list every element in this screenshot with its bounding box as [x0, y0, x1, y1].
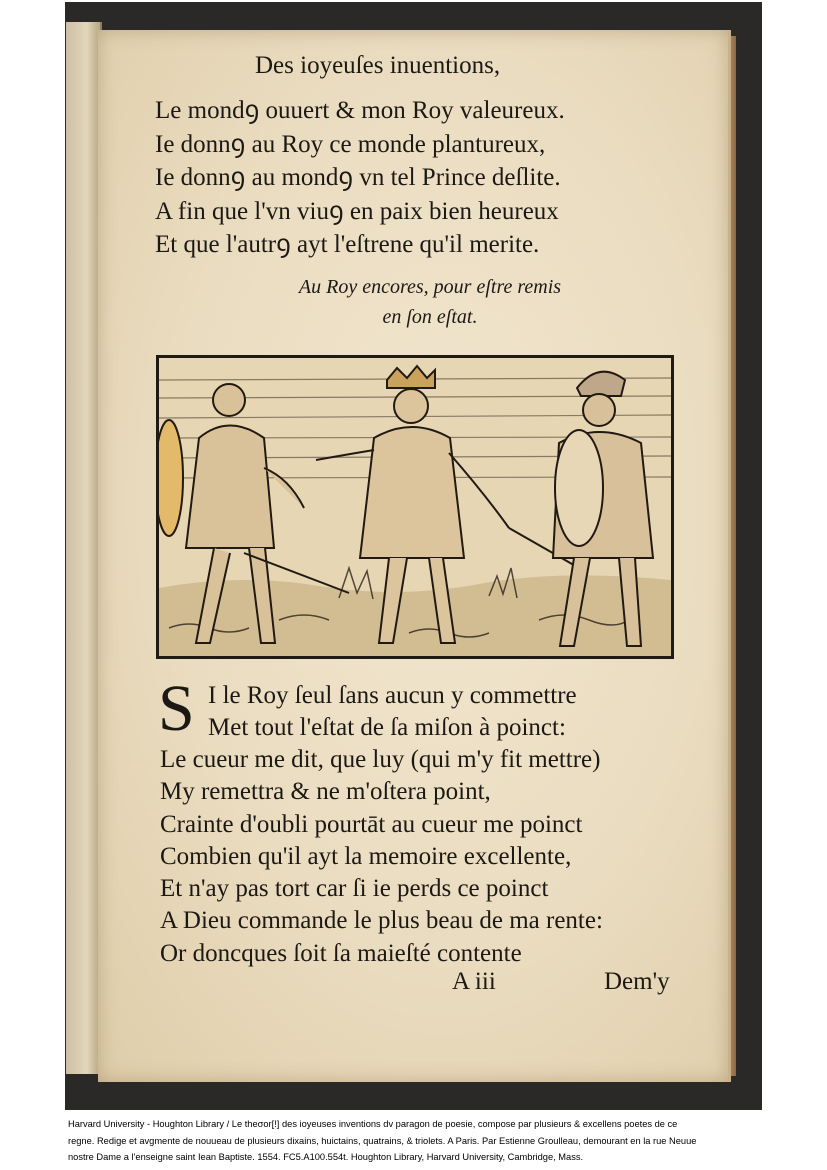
poem-title-line: en ſon eſtat.: [382, 306, 478, 328]
verse-line: My remettra & ne m'oſtera point,: [160, 778, 491, 806]
caption-line: nostre Dame a l'enseigne saint Iean Baptiste. 1554. FC5.A100.554t. Houghton Library, Harvard University, Cambridge, Mass.: [68, 1152, 584, 1162]
verse-line: Le mondꝯ ouuert & mon Roy valeureux.: [155, 97, 565, 124]
verse-line: Crainte d'oubli pourtāt au cueur me poinct: [160, 810, 583, 838]
facing-page-edge: [66, 22, 102, 1074]
verse-line: I le Roy ſeul ſans aucun y commettre: [208, 682, 577, 709]
woodcut-image: [159, 358, 671, 656]
catchword: Dem'y: [604, 968, 670, 995]
verse-line: A fin que l'vn viuꝯ en paix bien heureux: [155, 197, 559, 225]
verse-line: Met tout l'eſtat de ſa miſon à poinct:: [208, 714, 566, 741]
caption-line: Harvard University - Houghton Library / Le theσor[!] des ioyeuses inventions dv paragon de poesie, compose par plusieurs & excellens poetes de ce: [68, 1119, 678, 1129]
woodcut-illustration: [156, 355, 674, 659]
running-header: Des ioyeuſes inuentions,: [255, 52, 501, 79]
verse-line: Or doncques ſoit ſa maieſté contente: [160, 939, 522, 967]
verse-line: A Dieu commande le plus beau de ma rente:: [160, 907, 603, 935]
verse-line: Combien qu'il ayt la memoire excellente,: [160, 842, 572, 870]
verse-line: Ie donnꝯ au mondꝯ vn tel Prince deſlite.: [155, 164, 561, 191]
poem-opening-lines: [208, 680, 577, 744]
poem-title-line: Au Roy encores, pour eſtre remis: [298, 276, 562, 298]
library-caption: [68, 1116, 760, 1166]
verse-line: Et que l'autrꝯ ayt l'eſtrene qu'il merite.: [155, 231, 540, 258]
poem-body: [160, 744, 603, 970]
signature-mark: A iii: [452, 968, 496, 995]
poem-title: [240, 272, 620, 332]
verse-line: Le cueur me dit, que luy (qui m'y fit mettre): [160, 746, 601, 773]
caption-line: regne. Redige et avgmente de nouueau de plusieurs dixains, huictains, quatrains, & triolets. A Paris. Par Estienne Groulleau, demourant en la rue Neuue: [68, 1135, 697, 1146]
verse-line: Et n'ay pas tort car ſi ie perds ce poinct: [160, 875, 549, 903]
dedication-verse: [155, 94, 565, 262]
verse-line: Ie donnꝯ au Roy ce monde plantureux,: [155, 130, 546, 158]
drop-cap: S: [158, 672, 195, 745]
